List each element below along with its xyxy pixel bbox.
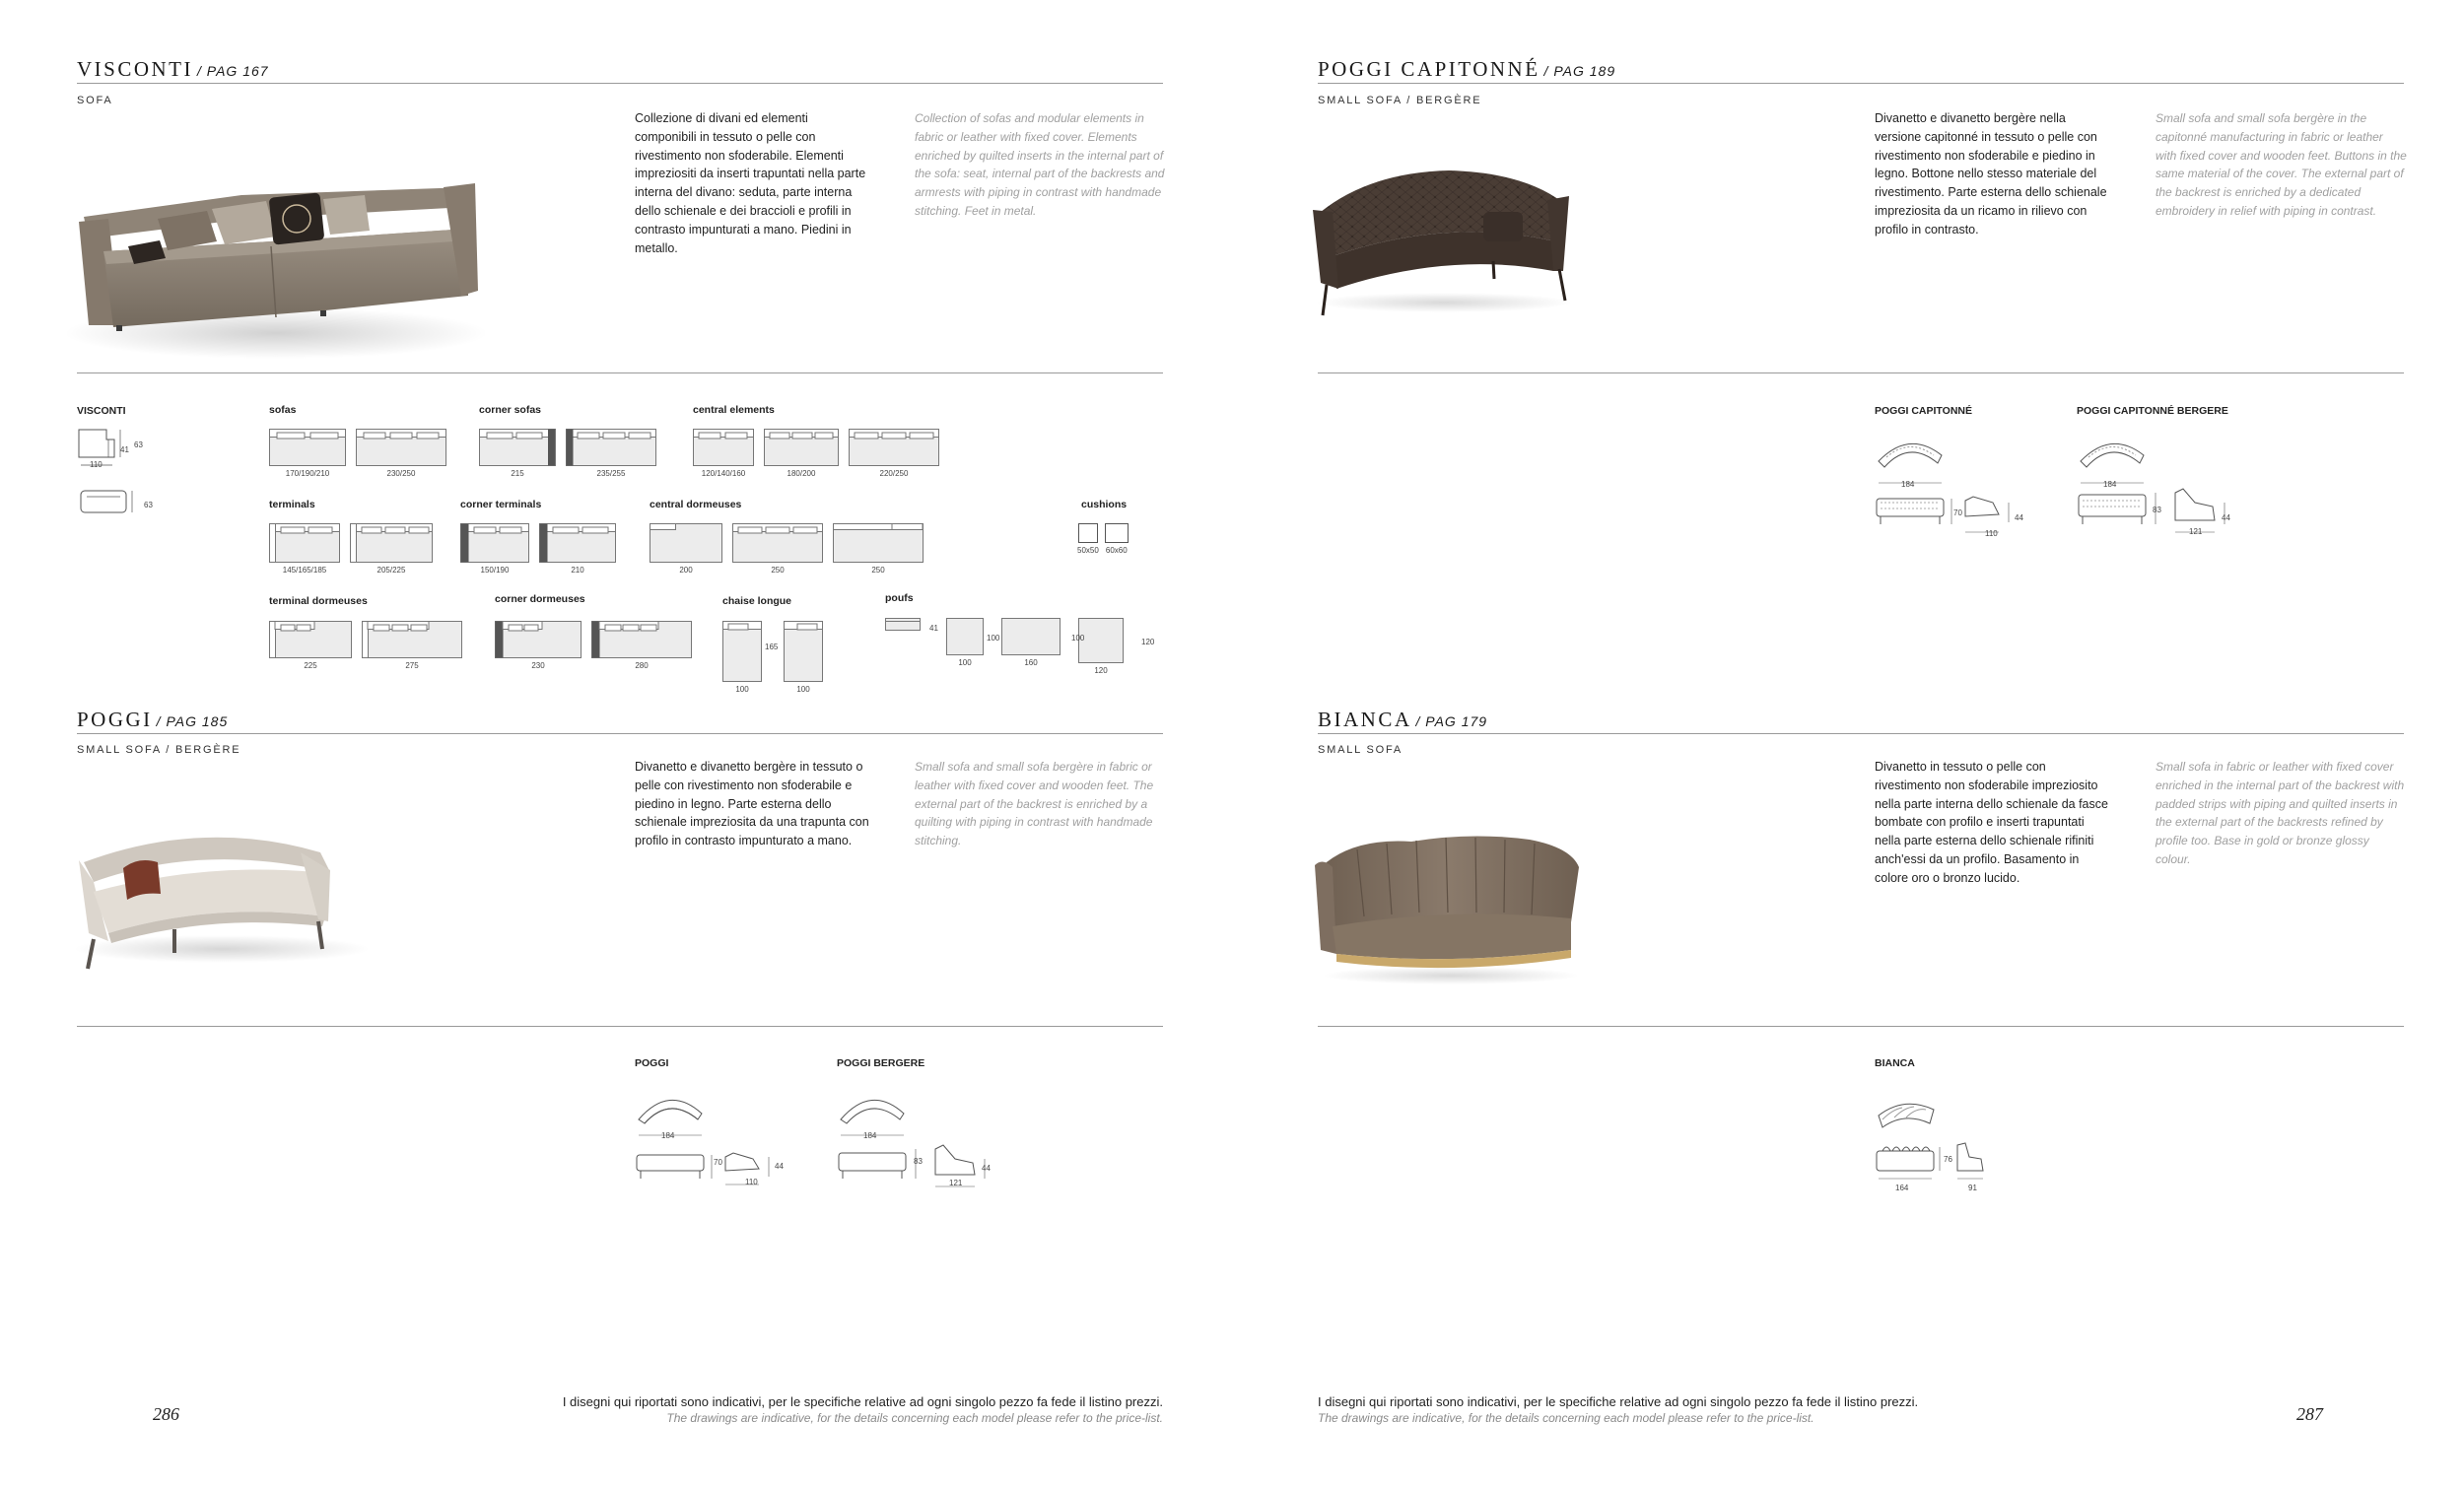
poggi-capitonne-technical-drawing — [1875, 430, 2013, 538]
group-corner-dormeuses — [495, 621, 692, 670]
dim: 150/190 — [480, 566, 510, 575]
group-terminal-dormeuses — [269, 621, 462, 670]
pouf-height: 41 — [929, 624, 938, 633]
poggi-bergere-depth: 121 — [949, 1179, 963, 1187]
corner-dormeuse-diagram — [591, 621, 692, 670]
visconti-height: 63 — [134, 440, 143, 449]
cushion-diagram — [1077, 523, 1099, 555]
corner-terminal-diagram — [539, 523, 616, 575]
central-dormeuse-diagram — [650, 523, 722, 575]
group-label-chaise-longue: chaise longue — [722, 595, 792, 607]
poggi-top-rule — [77, 733, 1163, 734]
group-label-sofas: sofas — [269, 404, 297, 416]
terminal-diagram — [350, 523, 433, 575]
footer-note-en-right: The drawings are indicative, for the details concerning each model please refer to the price-list. — [1318, 1411, 1814, 1425]
poggi-capitonne-title — [1318, 57, 1615, 82]
pouf-depth: 120 — [1141, 638, 1155, 646]
group-label-terminals: terminals — [269, 499, 315, 510]
poggi-title — [77, 708, 228, 732]
dim: 205/225 — [376, 566, 406, 575]
poggi-capitonne-description-it: Divanetto e divanetto bergère nella versione capitonné in tessuto o pelle con rivestimento non sfoderabile e piedino in legno. Bottone nello stesso materiale del rivestimento. Parte esterna dello schienale impreziosita da un ricamo in rilievo con profilo in contrasto. — [1875, 111, 2107, 237]
corner-sofa-diagram — [566, 429, 656, 478]
bianca-name: BIANCA — [1318, 708, 1412, 731]
chaise-longue-length: 165 — [765, 643, 779, 651]
visconti-description-en: Collection of sofas and modular elements in fabric or leather with fixed cover. Elements enriched by quilted inserts in the internal part of the sofa: seat, internal part of the backrests and armrests with piping in contrast with handmade stitching. Feet in metal. — [915, 111, 1165, 218]
visconti-seat-height: 41 — [120, 445, 129, 454]
sofa-diagram — [269, 429, 346, 478]
dim: 160 — [1024, 658, 1038, 667]
dim: 210 — [571, 566, 584, 575]
visconti-sofa-image — [69, 148, 483, 360]
dim: 180/200 — [787, 469, 816, 478]
page-number-right: 287 — [2296, 1404, 2323, 1424]
dim: 120/140/160 — [701, 469, 746, 478]
poggi-capitonne-page-ref: / PAG 189 — [1543, 63, 1616, 79]
poggi-capitonne-name: POGGI CAPITONNÉ — [1318, 57, 1540, 81]
sofa-diagram — [356, 429, 446, 478]
page-number-left: 286 — [153, 1404, 179, 1424]
central-element-diagram — [764, 429, 839, 478]
dim: 230/250 — [386, 469, 416, 478]
terminal-diagram — [269, 523, 340, 575]
bianca-bottom-rule — [1318, 1026, 2404, 1027]
poggi-name: POGGI — [77, 708, 153, 731]
bianca-subtitle: SMALL SOFA — [1318, 744, 1403, 756]
pouf-side-diagram — [885, 618, 921, 640]
poggi-capitonne-seat: 44 — [2015, 513, 2023, 522]
chaise-longue-diagram — [784, 621, 823, 694]
group-poufs — [946, 618, 1124, 675]
central-element-diagram — [693, 429, 754, 478]
corner-terminal-diagram — [460, 523, 529, 575]
bianca-depth: 91 — [1968, 1184, 1977, 1192]
poggi-bottom-rule — [77, 1026, 1163, 1027]
bianca-page-ref: / PAG 179 — [1415, 713, 1488, 729]
visconti-title — [77, 57, 269, 82]
dim: 50x50 — [1077, 546, 1099, 555]
poggi-drawing-label: POGGI — [635, 1057, 669, 1069]
bianca-description-en: Small sofa in fabric or leather with fixed cover enriched in the internal part of the backrest with padded strips with piping and quilted inserts in the external part of the backrests refined by profile too. Base in gold or bronze glossy colour. — [2156, 760, 2405, 866]
poggi-bergere-technical-drawing — [837, 1084, 994, 1192]
group-label-corner-dormeuses: corner dormeuses — [495, 593, 585, 605]
group-label-cushions: cushions — [1081, 499, 1128, 510]
pouf-diagram — [946, 618, 984, 667]
pouf-depth: 100 — [1071, 634, 1085, 643]
chaise-longue-diagram — [722, 621, 762, 694]
dim: 60x60 — [1105, 546, 1128, 555]
dim: 100 — [958, 658, 972, 667]
terminal-dormeuse-diagram — [269, 621, 352, 670]
dim: 220/250 — [879, 469, 909, 478]
cushion-diagram — [1105, 523, 1129, 555]
poggi-bergere-seat: 44 — [982, 1164, 991, 1173]
bianca-height: 76 — [1944, 1155, 1952, 1164]
group-label-corner-terminals: corner terminals — [460, 499, 542, 510]
group-central-dormeuses — [650, 523, 924, 575]
dim: 225 — [304, 661, 317, 670]
group-cushions — [1077, 523, 1129, 555]
group-chaise-longue — [722, 621, 823, 694]
dim: 170/190/210 — [285, 469, 330, 478]
visconti-description-it: Collezione di divani ed elementi componibili in tessuto o pelle con rivestimento non sfoderabile. Elementi impreziositi da inserti trapuntati nella parte interna del divano: seduta, parte interna dello schienale e dei braccioli e profili in contrasto impunturati a mano. Piedini in metallo. — [635, 111, 866, 255]
poggi-capitonne-description-en: Small sofa and small sofa bergère in the capitonné manufacturing in fabric or leather with fixed cover and wooden feet. Buttons in the same material of the cover. The external part of the backrest is enriched by a dedicated embroidery in relief with piping in contrast. — [2156, 111, 2407, 218]
dim: 145/165/185 — [282, 566, 327, 575]
group-label-central-elements: central elements — [693, 404, 775, 416]
footer-note-it-right: I disegni qui riportati sono indicativi, per le specifiche relative ad ogni singolo pezzo fa fede il listino prezzi. — [1318, 1394, 1919, 1409]
poggi-seat: 44 — [775, 1162, 784, 1171]
poggi-capitonne-bergere-seat: 44 — [2222, 513, 2230, 522]
poggi-capitonne-bergere-technical-drawing — [2077, 430, 2234, 538]
dim: 100 — [796, 685, 810, 694]
poggi-capitonne-bottom-rule — [1318, 372, 2404, 373]
poggi-capitonne-subtitle: SMALL SOFA / BERGÈRE — [1318, 95, 1482, 106]
visconti-drawing-label: VISCONTI — [77, 405, 126, 417]
visconti-subtitle: SOFA — [77, 95, 113, 106]
poggi-sofa-image — [64, 823, 375, 971]
poggi-capitonne-width: 184 — [1901, 480, 1915, 489]
poggi-description-it: Divanetto e divanetto bergère in tessuto o pelle con rivestimento non sfoderabile e piedino in legno. Parte esterna dello schienale impreziosita da una trapunta con profilo in contrasto impunturato a mano. — [635, 760, 869, 848]
dim: 230 — [531, 661, 545, 670]
poggi-capitonne-sofa-image — [1311, 163, 1577, 320]
poggi-capitonne-top-rule — [1318, 83, 2404, 84]
poggi-bergere-drawing-label: POGGI BERGERE — [837, 1057, 925, 1069]
dim: 120 — [1094, 666, 1108, 675]
footer-note-en-left: The drawings are indicative, for the details concerning each model please refer to the price-list. — [666, 1411, 1163, 1425]
poggi-capitonne-bergere-depth: 121 — [2189, 527, 2203, 536]
visconti-name: VISCONTI — [77, 57, 193, 81]
dim: 100 — [735, 685, 749, 694]
poggi-capitonne-drawing-label: POGGI CAPITONNÉ — [1875, 405, 1972, 417]
poggi-height: 70 — [714, 1158, 722, 1167]
visconti-top-rule — [77, 83, 1163, 84]
bianca-drawing-label: BIANCA — [1875, 1057, 1915, 1069]
dim: 250 — [871, 566, 885, 575]
central-dormeuse-diagram — [732, 523, 823, 575]
pouf-diagram — [1078, 618, 1124, 675]
group-label-poufs: poufs — [885, 592, 914, 604]
poggi-capitonne-bergere-width: 184 — [2103, 480, 2117, 489]
bianca-width: 164 — [1895, 1184, 1909, 1192]
pouf-depth: 100 — [987, 634, 1000, 643]
poggi-width: 184 — [661, 1131, 675, 1140]
dim: 215 — [511, 469, 524, 478]
dim: 200 — [679, 566, 693, 575]
group-central-elements — [693, 429, 939, 478]
group-corner-terminals — [460, 523, 616, 575]
poggi-description-en: Small sofa and small sofa bergère in fabric or leather with fixed cover and wooden feet. The external part of the backrest is enriched by a quilting with piping in contrast with handmade stitching. — [915, 760, 1154, 848]
poggi-capitonne-depth: 110 — [1985, 529, 1998, 538]
corner-dormeuse-diagram — [495, 621, 582, 670]
poggi-depth: 110 — [745, 1178, 758, 1186]
group-label-central-dormeuses: central dormeuses — [650, 499, 742, 510]
visconti-front-height: 63 — [144, 501, 153, 509]
dim: 275 — [405, 661, 419, 670]
visconti-side-views — [77, 426, 166, 524]
group-label-corner-sofas: corner sofas — [479, 404, 542, 416]
bianca-description-it: Divanetto in tessuto o pelle con rivestimento non sfoderabile impreziosito nella parte interna dello schienale da fasce bombate con profilo e inserti trapuntati nella parte esterna dello schienale rifiniti anch'essi da un profilo. Basamento in colore oro o bronzo lucido. — [1875, 760, 2108, 885]
group-corner-sofas — [479, 429, 656, 478]
bianca-sofa-image — [1313, 828, 1589, 985]
bianca-technical-drawing — [1875, 1096, 2003, 1194]
poggi-bergere-width: 184 — [863, 1131, 877, 1140]
visconti-bottom-rule — [77, 372, 1163, 373]
terminal-dormeuse-diagram — [362, 621, 462, 670]
footer-note-it-left: I disegni qui riportati sono indicativi, per le specifiche relative ad ogni singolo pezzo fa fede il listino prezzi. — [562, 1394, 1163, 1409]
corner-sofa-diagram — [479, 429, 556, 478]
poggi-page-ref: / PAG 185 — [156, 713, 229, 729]
visconti-depth: 110 — [90, 460, 103, 469]
poggi-technical-drawing — [635, 1084, 773, 1192]
bianca-top-rule — [1318, 733, 2404, 734]
poggi-capitonne-bergere-height: 83 — [2153, 506, 2161, 514]
central-dormeuse-diagram — [833, 523, 924, 575]
dim: 235/255 — [596, 469, 626, 478]
group-terminals — [269, 523, 433, 575]
central-element-diagram — [849, 429, 939, 478]
poggi-capitonne-height: 70 — [1953, 508, 1962, 517]
group-sofas — [269, 429, 446, 478]
poggi-bergere-height: 83 — [914, 1157, 923, 1166]
dim: 280 — [635, 661, 649, 670]
poggi-subtitle: SMALL SOFA / BERGÈRE — [77, 744, 241, 756]
dim: 250 — [771, 566, 785, 575]
pouf-diagram — [1001, 618, 1061, 667]
visconti-page-ref: / PAG 167 — [197, 63, 269, 79]
poggi-capitonne-bergere-drawing-label: POGGI CAPITONNÉ BERGERE — [2077, 405, 2228, 417]
group-label-terminal-dormeuses: terminal dormeuses — [269, 595, 368, 607]
bianca-title — [1318, 708, 1487, 732]
